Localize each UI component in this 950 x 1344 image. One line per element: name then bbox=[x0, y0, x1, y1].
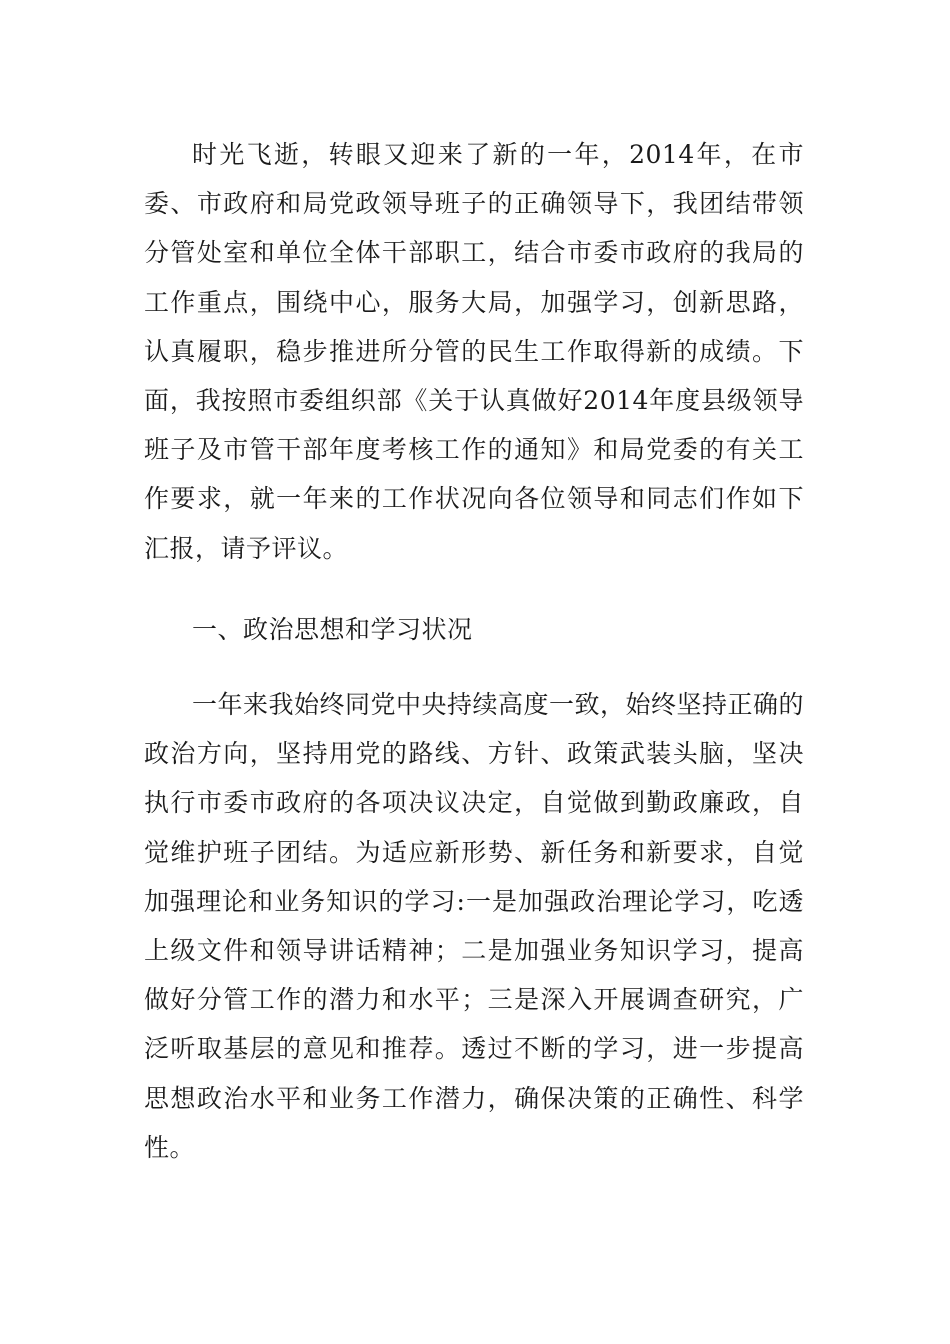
study-paragraph: 一年来我始终同党中央持续高度一致，始终坚持正确的政治方向，坚持用党的路线、方针、政策武装头脑，坚决执行市委市政府的各项决议决定，自觉做到勤政廉政，自觉维护班子团结。为适应新形势、新任务和新要求，自觉加强理论和业务知识的学习:一是加强政治理论学习，吃透上级文件和领导讲话精神；二是加强业务知识学习，提高做好分管工作的潜力和水平；三是深入开展调查研究，广泛听取基层的意见和推荐。透过不断的学习，进一步提高思想政治水平和业务工作潜力，确保决策的正确性、科学性。 bbox=[144, 690, 805, 1162]
section-heading: 一、政治思想和学习状况 bbox=[192, 615, 473, 644]
intro-paragraph: 时光飞逝，转眼又迎来了新的一年，2014年，在市委、市政府和局党政领导班子的正确领导下，我团结带领分管处室和单位全体干部职工，结合市委市政府的我局的工作重点，围绕中心，服务大局，加强学习，创新思路，认真履职，稳步推进所分管的民生工作取得新的成绩。下面，我按照市委组织部《关于认真做好2014年度县级领导班子及市管干部年度考核工作的通知》和局党委的有关工作要求，就一年来的工作状况向各位领导和同志们作如下汇报，请予评议。 bbox=[144, 140, 804, 563]
